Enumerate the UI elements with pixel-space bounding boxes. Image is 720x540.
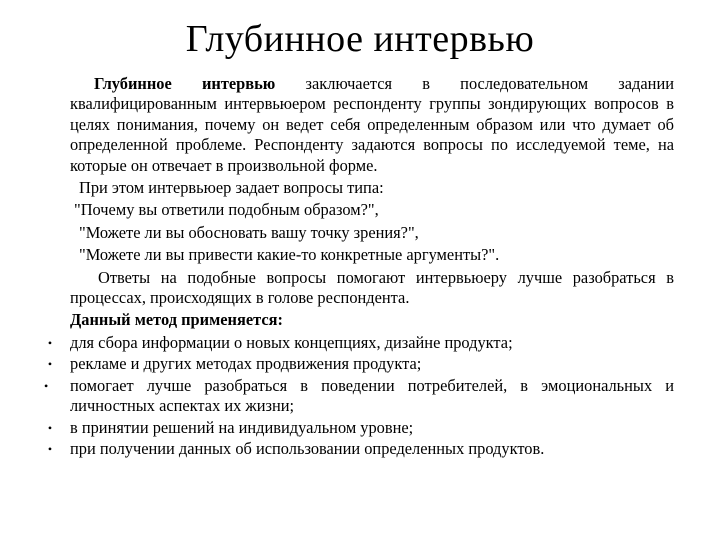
intro-text: заключается в последовательном задании квалифицированным интервьюером респонденту группы зондирующих вопросов в целях понимания, почему он ведет себя определенным образом или что думает об определенной проблеме. Респонденту задаются вопросы по исследуемой теме, на которые он отвечает в произвольной форме. [70, 74, 674, 175]
list-item [47, 332, 674, 353]
bullet-icon: • [47, 420, 53, 435]
list-item-text: для сбора информации о новых концепциях, дизайне продукта; [70, 332, 513, 352]
intro-paragraph [70, 74, 674, 176]
list-item-text: помогает лучше разобраться в поведении потребителей, в эмоциональных и личностных аспектах их жизни; [70, 375, 674, 416]
list-item [47, 417, 674, 438]
bullet-icon: • [44, 378, 49, 393]
slide-body [44, 74, 674, 460]
bullet-icon: • [47, 357, 53, 372]
usage-list [44, 332, 674, 459]
slide-title: Глубинное интервью [185, 18, 535, 60]
list-item [44, 375, 674, 417]
question-2: "Можете ли вы обосновать вашу точку зрения?", [79, 222, 419, 242]
list-item-text: в принятии решений на индивидуальном уровне; [70, 417, 414, 437]
answers-paragraph: Ответы на подобные вопросы помогают интервьюеру лучше разобраться в процессах, происходящих в голове респондента. [70, 267, 674, 308]
questions-intro: При этом интервьюер задает вопросы типа: [79, 178, 384, 198]
intro-bold-term: Глубинное интервью [94, 74, 276, 93]
question-3: "Можете ли вы привести какие-то конкретные аргументы?". [79, 245, 500, 265]
method-heading [70, 310, 674, 330]
list-item-text: при получении данных об использовании определенных продуктов. [70, 438, 545, 458]
list-item-text: рекламе и других методах продвижения продукта; [70, 354, 422, 374]
method-heading-text: Данный метод применяется: [70, 310, 283, 330]
bullet-icon: • [47, 335, 53, 350]
list-item [47, 438, 674, 459]
bullet-icon: • [47, 441, 53, 456]
question-1: "Почему вы ответили подобным образом?", [74, 200, 379, 220]
list-item [47, 354, 674, 374]
